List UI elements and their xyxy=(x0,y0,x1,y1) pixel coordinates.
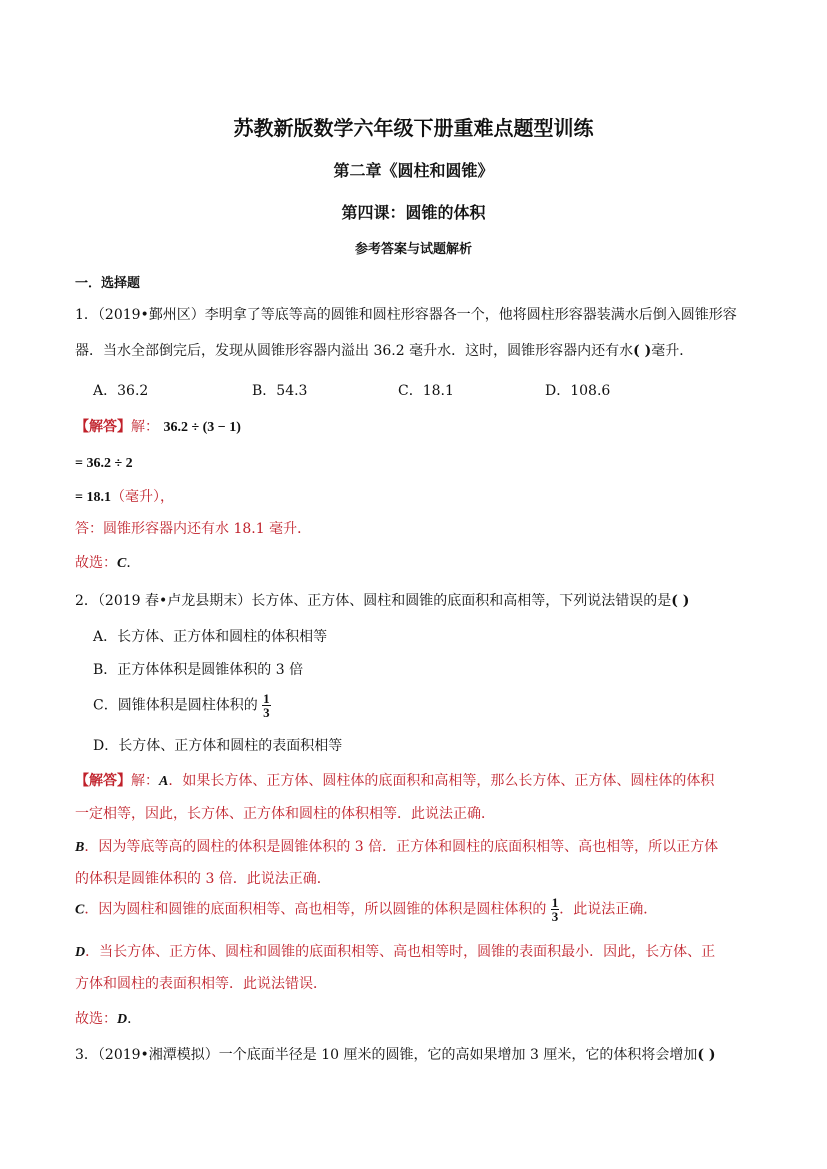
q1-blank: ( ) xyxy=(633,343,652,359)
q1-calc1: 36.2 ÷ (3 − 1) xyxy=(163,420,241,435)
q2-choose: 故选：D． xyxy=(75,1011,142,1027)
q2-line1-text: 2．（2019 春•卢龙县期末）长方体、正方体、圆柱和圆锥的底面积和高相等，下列说法错误的是 xyxy=(75,593,672,609)
q3-line1-text: 3．（2019•湘潭模拟）一个底面半径是 10 厘米的圆锥，它的高如果增加 3 厘米，它的体积将会增加 xyxy=(75,1047,698,1063)
q2-option-c: C．圆锥体积是圆柱体积的 $\frac{1}{3}$ xyxy=(93,691,270,720)
q1-line1: 1．（2019•鄞州区）李明拿了等底等高的圆锥和圆柱形容器各一个，他将圆柱形容器装满水后倒入圆锥形容 xyxy=(75,307,737,323)
q2-exp-c-fraction: $\frac{1}{3}$ xyxy=(551,895,559,924)
q2-option-d: D．长方体、正方体和圆柱的表面积相等 xyxy=(93,738,343,754)
chapter-title: 第二章《圆柱和圆锥》 xyxy=(333,161,494,180)
q2-option-a: A．长方体、正方体和圆柱的体积相等 xyxy=(93,629,328,645)
q1-choose: 故选：C． xyxy=(75,555,141,571)
q1-option-b: B．54.3 xyxy=(252,383,308,399)
q2-blank: ( ) xyxy=(671,593,690,609)
q1-answer-tag: 【解答】 xyxy=(75,419,131,435)
q2-exp-b-letter: B xyxy=(75,840,85,855)
subtitle: 参考答案与试题解析 xyxy=(354,242,472,257)
q2-line1 xyxy=(75,590,689,610)
q1-calc3-unit: （毫升）， xyxy=(110,489,174,505)
q2-exp-b-line1: B．因为等底等高的圆柱的体积是圆锥体积的 3 倍．正方体和圆柱的底面积相等、高也相等，所以正方体 xyxy=(75,839,719,855)
section-label: 一．选择题 xyxy=(75,276,141,291)
q2-exp-c-line: C．因为圆柱和圆锥的底面积相等、高也相等，所以圆锥的体积是圆柱体积的 $\frac{1}{3}$ ．此说法正确． xyxy=(75,895,658,924)
q2-option-b: B．正方体体积是圆锥体积的 3 倍 xyxy=(93,662,304,678)
q2-exp-a-line2: 一定相等，因此，长方体、正方体和圆柱的体积相等．此说法正确． xyxy=(75,806,495,822)
q1-reply: 答：圆锥形容器内还有水 18.1 毫升． xyxy=(75,521,312,537)
q2-exp-d-letter: D xyxy=(75,945,86,960)
q1-answer-prefix: 解： xyxy=(131,419,159,435)
lesson-title: 第四课：圆锥的体积 xyxy=(341,203,486,222)
q1-calc3-line xyxy=(75,486,174,506)
document-title: 苏教新版数学六年级下册重难点题型训练 xyxy=(233,116,594,140)
q1-line2 xyxy=(75,340,693,360)
q1-calc2: = 36.2 ÷ 2 xyxy=(75,456,133,471)
q1-option-c: C．18.1 xyxy=(398,383,454,399)
q1-option-a: A．36.2 xyxy=(93,383,149,399)
q3-line1 xyxy=(75,1044,715,1064)
q1-calc3: = 18.1 xyxy=(75,490,111,505)
q1-option-d: D．108.6 xyxy=(545,383,611,399)
q3-blank: ( ) xyxy=(697,1047,716,1063)
q2-option-c-fraction: $\frac{1}{3}$ xyxy=(263,691,270,720)
q1-answer-line xyxy=(75,416,241,436)
q2-exp-b-line2: 的体积是圆锥体积的 3 倍．此说法正确． xyxy=(75,871,331,887)
q2-exp-a-line1: 【解答】解：A．如果长方体、正方体、圆柱体的底面积和高相等，那么长方体、正方体、圆柱体的体积 xyxy=(75,773,715,789)
q1-line2-end: 毫升． xyxy=(651,343,694,359)
q1-choose-letter: C xyxy=(117,556,127,571)
q2-exp-c-letter: C xyxy=(75,902,85,918)
q2-exp-a-letter: A xyxy=(159,774,169,789)
q1-line2-text: 器．当水全部倒完后，发现从圆锥形容器内溢出 36.2 毫升水．这时，圆锥形容器内还有水 xyxy=(75,343,634,359)
q2-choose-letter: D xyxy=(117,1012,128,1027)
q2-exp-d-line1: D．当长方体、正方体、圆柱和圆锥的底面积相等、高也相等时，圆锥的表面积最小．因此，长方体、正 xyxy=(75,944,716,960)
q2-exp-d-line2: 方体和圆柱的表面积相等．此说法错误． xyxy=(75,976,327,992)
